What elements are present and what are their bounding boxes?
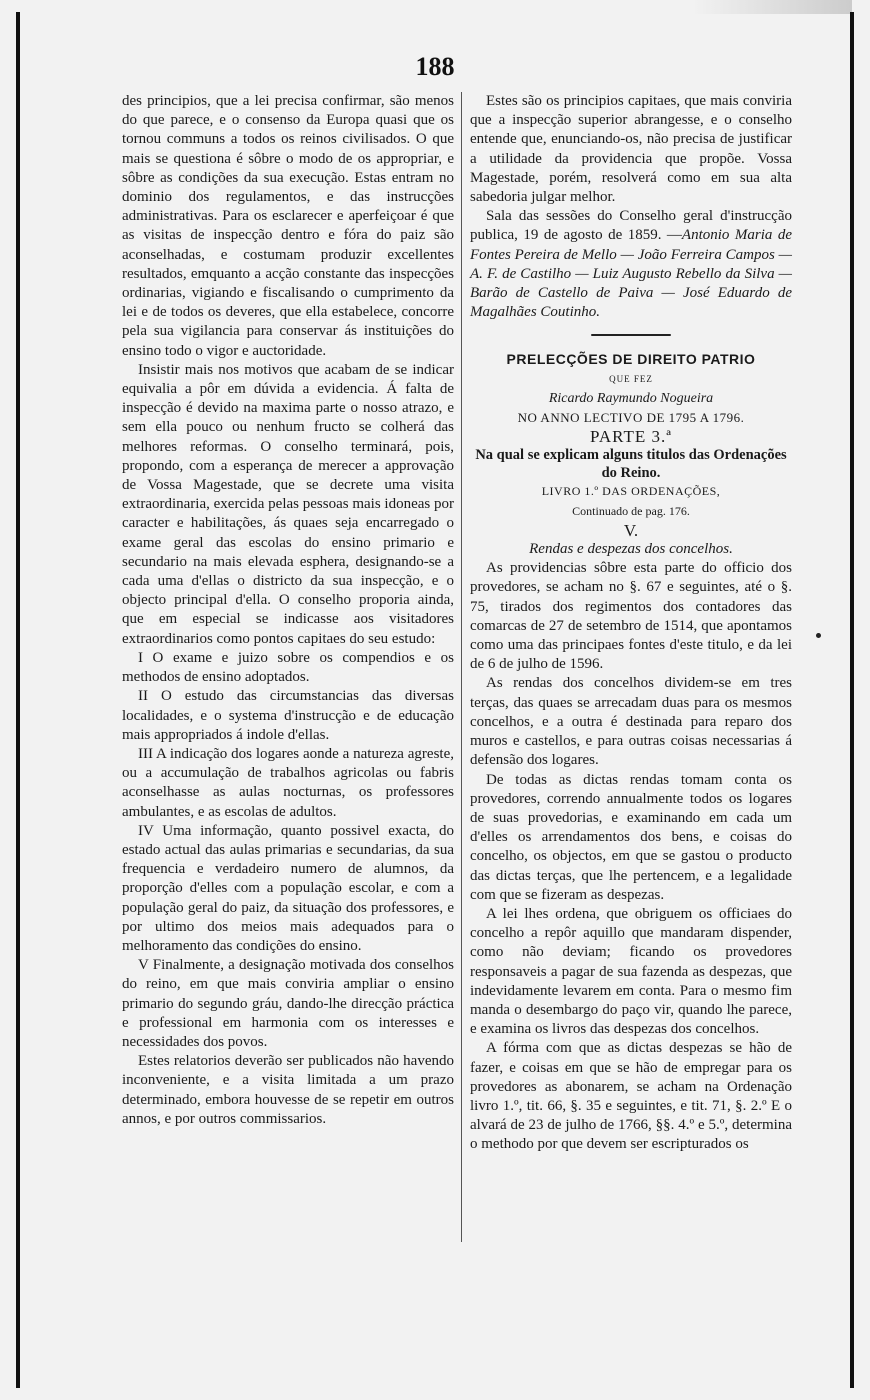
right-column [470, 92, 792, 1155]
right-body-paragraph-4: A lei lhes ordena, que obriguem os officiaes do concelho a repôr aquillo que mandaram dispender, como não deviam; ficando os provedores responsaveis a pagar de sua fazenda as despezas, que indevidamente levarem em conta. Para o mesmo fim manda o desembargo do paço vir, quando lhe parece, e examina os livros das despezas dos concelhos. [470, 905, 792, 1038]
section-heading: Rendas e despezas dos concelhos. [529, 541, 733, 558]
section-author: Ricardo Raymundo Nogueira [548, 390, 714, 406]
left-item-i: I O exame e juizo sobre os compendios e os methodos de ensino adoptados. [122, 649, 454, 686]
section-que-fez: QUE FEZ [609, 373, 653, 384]
left-paragraph-2: Insistir mais nos motivos que acabam de se indicar equivalia a pôr em dúvida a evidencia. Á falta de inspecção é devido na maxima parte o nosso atrazo, e sem ella pouco ou nenhum fructo se colherá das melhores reformas. O conselho terminará, pois, propondo, com a esperança de merecer a approvação de Vossa Magestade, que se decrete uma visita extraordinaria, exercida pelas pessoas mais idoneas por caracter e habilitações, ás quaes seja encarregado o exame geral das escolas do ensino primario e secundario na mais elevada esphera, designando-se a cada uma d'ellas o districto da sua inspecção, e o objecto principal d'ella. O conselho proporia ainda, que em especial se indicasse aos visitadores extraordinarios como pontos capitaes do seu estudo: [122, 361, 454, 647]
right-body-paragraph-2: As rendas dos concelhos dividem-se em tres terças, das quaes se arrecadam duas para os mesmos concelhos, e a outra é destinada para reparo dos muros e castellos, e para outras coisas necessarias á defensão dos logares. [470, 675, 792, 769]
column-divider [461, 92, 462, 1242]
page-number: 188 [415, 52, 455, 81]
right-intro-paragraph: Estes são os principios capitaes, que mais conviria que a inspecção superior abrangesse, e o conselho entende que, enunciando-os, não precisa de justificar a utilidade da providencia que propõe. Vossa Magestade, porém, resolverá como em sua alta sabedoria julgar melhor. [470, 93, 792, 206]
left-paragraph-1: des principios, que a lei precisa confirmar, são menos do que parece, e o consenso da Europa quasi que os tornou communs a todos os reinos civilisados. O que mais se questiona é sôbre o modo de os appropriar, e sôbre as condições da sua execução. Estas entram no dominio dos regulamentos, e das instrucções administrativas. Para os esclarecer e aperfeiçoar é que as visitas de inspecção dentro e fóra do paiz são aconselhadas, e costumam produzir excellentes resultados, emquanto a acção constante das inspecções ordinarias, vigiando e fiscalisando o cumprimento da lei e de todos os deveres, que ella estabelece, concorre pela sua vigilancia para conservar ás instituições do ensino todo o vigor e auctoridade. [122, 93, 454, 359]
section-numeral: V. [623, 520, 639, 540]
right-body-paragraph-1: As providencias sôbre esta parte do officio dos provedores, se acham no §. 67 e seguintes, até o §. 75, tirados dos regimentos dos contadores das comarcas de 27 de setembro de 1514, que apontamos como uma das principaes fontes d'este titulo, e da lei de 6 de julho de 1596. [470, 560, 792, 673]
date-line: Sala das sessões do Conselho geral d'instrucção publica, 19 de agosto de 1859. — [470, 208, 792, 244]
section-parte: PARTE 3.ª [590, 427, 672, 447]
section-subtitle: Na qual se explicam alguns titulos das Ordenações do Reino. [475, 447, 787, 482]
section-title: PRELECÇÕES DE DIREITO PATRIO [506, 351, 756, 368]
section-ano-lectivo: NO ANNO LECTIVO DE 1795 A 1796. [517, 410, 745, 426]
section-continuado: Continuado de pag. 176. [572, 503, 690, 518]
left-column [122, 92, 454, 1129]
left-paragraph-final: Estes relatorios deverão ser publicados não havendo inconveniente, e a visita limitada a um prazo determinado, embora houvesse de se repetir em outros annos, e por outros commissarios. [122, 1053, 454, 1127]
left-item-iv: IV Uma informação, quanto possivel exacta, do estado actual das aulas primarias e secundarias, da sua frequencia e verdadeiro numero de alumnos, da proporção d'elles com a população escolar, e com a população geral do paiz, da situação dos professores, e por ultimo dos meios mais adequados para o melhoramento das condições do ensino. [122, 822, 454, 954]
right-date-signatures [470, 207, 792, 322]
signatures: Antonio Maria de Fontes Pereira de Mello — João Ferreira Campos — A. F. de Castilho — Luiz Augusto Rebello da Silva — Barão de Castello de Paiva — José Eduardo de Magalhães Coutinho. [470, 227, 792, 321]
left-item-ii: II O estudo das circumstancias das diversas localidades, e o systema d'instrucção e de educação mais appropriados á indole d'ellas. [122, 688, 454, 743]
left-item-v: V Finalmente, a designação motivada dos conselhos do reino, em que mais conviria ampliar o ensino primario do segundo gráu, dando-lhe direcção práctica e professional em harmonia com os interesses e necessidades dos povos. [122, 957, 454, 1050]
right-body-paragraph-5: A fórma com que as dictas despezas se hão de fazer, e coisas em que se hão de empregar para os provedores as abonarem, se acham na Ordenação livro 1.º, tit. 66, §. 35 e seguintes, e tit. 71, §. 2.º E o alvará de 23 de julho de 1766, §§. 4.º e 5.º, determina o methodo por que devem ser escripturados os [470, 1040, 792, 1153]
section-separator [591, 334, 671, 336]
section-livro: LIVRO 1.º DAS ORDENAÇÕES, [541, 484, 721, 499]
margin-dot-mark [816, 633, 821, 638]
right-body-paragraph-3: De todas as dictas rendas tomam conta os provedores, correndo annualmente todos os logares de suas provedorias, e examinando em cada um d'elles os arrendamentos dos bens, e coisas do concelho, os objectos, em que se gastou o producto das dictas terças, que lhe pertencem, e a legalidade com que se fizeram as despezas. [470, 771, 792, 903]
left-item-iii: III A indicação dos logares aonde a natureza agreste, ou a accumulação de trabalhos agricolas ou fabris aconselhasse as aulas nocturnas, os professores ambulantes, e as escolas de adultos. [122, 745, 454, 820]
